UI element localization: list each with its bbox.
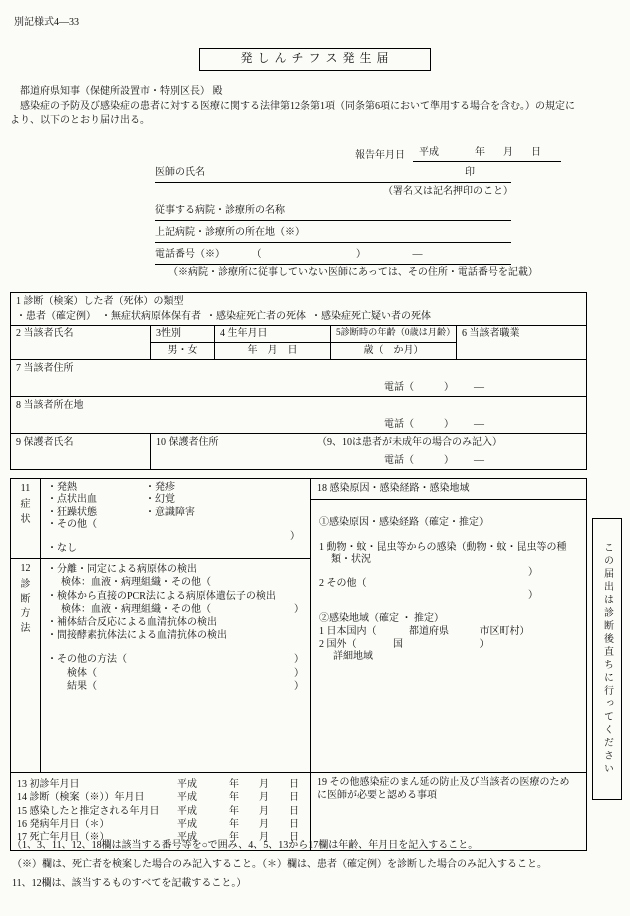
symptoms-list [47, 482, 304, 531]
report-date-row [355, 146, 561, 162]
close-paren: ） [294, 680, 304, 692]
infection-section-title: 18 感染原因・感染経路・感染地域 [311, 479, 586, 500]
method-line: ・間接酵素抗体法による血清抗体の検出 [47, 630, 227, 642]
age-format-cell: 歳（ か月） [331, 343, 457, 360]
symptom-item: ・幻覚 [145, 494, 175, 506]
month-label: 月 [503, 147, 513, 158]
day-label: 日 [531, 147, 541, 158]
doctor-name-row [155, 166, 511, 183]
method-line: ・検体から直接のPCR法による病原体遺伝子の検出 [47, 590, 276, 602]
report-date-label: 報告年月日 [355, 150, 405, 161]
diagnosis-table [10, 478, 587, 851]
symptoms-section-label [11, 479, 41, 559]
guardian-address-cell [151, 434, 587, 470]
report-date-blank-line [413, 146, 561, 162]
era-label: 平成 [177, 792, 197, 804]
footer-note-line: （1、3、11、12、18欄は該当する番号等を○で囲み、4、5、13から17欄は年齢、年月日を記入すること。 [12, 840, 479, 851]
symptom-item: ・意識障害 [145, 506, 195, 518]
seal-mark: 印 [465, 167, 475, 178]
symptom-item: ・その他（ [47, 518, 97, 530]
symptoms-row [11, 479, 587, 559]
footer-note-line: （※）欄は、死亡者を検案した場合のみ記入すること。（＊）欄は、患者（確定例）を診断した場合のみ記入すること。 [12, 859, 547, 870]
guardian-address-label: 10 保護者住所 [156, 437, 219, 448]
method-text: 検体：血液・病理組織・その他（ [61, 603, 211, 615]
symptom-item: ・狂躁状態 [47, 506, 97, 518]
type-cell [11, 293, 587, 326]
method-line: 検体：血液・病理組織・その他（ [61, 577, 211, 589]
job-cell: 6 当該者職業 [457, 326, 587, 360]
form-code: 別記様式4—33 [14, 17, 79, 28]
close-paren: ） [294, 654, 304, 666]
close-paren: ） [294, 667, 304, 679]
date-label: 16 発病年月日（＊） [17, 818, 110, 830]
infection-section-cell [311, 479, 587, 773]
date-label: 14 診断（検案（※））年月日 [17, 792, 145, 804]
phone-paren-open: （ [251, 249, 262, 260]
footer-note-line: 11、12欄は、該当するものすべてを記載すること。） [12, 878, 247, 889]
infection-abroad-line [319, 639, 578, 652]
method-line [47, 603, 304, 616]
phone-label: 電話番号（※） [155, 249, 225, 260]
location-cell [11, 397, 587, 434]
month-label: 月 [259, 792, 269, 804]
city-label: 市区町村） [479, 625, 530, 637]
detail-area-label: 詳細地域 [333, 651, 373, 663]
infection-item1-line2: 類・状況 [331, 554, 371, 566]
day-label: 日 [289, 779, 299, 791]
address-label: 7 当該者住所 [16, 363, 74, 374]
era-label: 平成 [177, 779, 197, 791]
sex-options-cell: 男・女 [151, 343, 215, 360]
address-phone: 電話（ ） — [384, 382, 484, 393]
date-label: 15 感染したと推定される年月日 [17, 805, 160, 817]
guardian-phone: 電話（ ） — [384, 455, 484, 466]
close-paren: ） [479, 638, 490, 650]
era-label: 平成 [419, 147, 439, 158]
year-label: 年 [229, 818, 239, 830]
phone-paren-close: ） [356, 249, 366, 260]
guardian-address-line [156, 436, 581, 449]
type-options: ・患者（確定例） ・無症状病原体保有者 ・感染症死亡者の死体 ・感染症死亡疑い者の死体 [16, 311, 431, 322]
method-text: 検体（ [67, 667, 97, 679]
infection-domestic-line [319, 626, 578, 639]
close-paren: ） [528, 566, 538, 578]
form-title-box [199, 48, 431, 71]
month-label: 月 [259, 779, 269, 791]
birth-label-cell: 4 生年月日 [215, 326, 331, 343]
addressee-line: 都道府県知事（保健所設置市・特別区長） 殿 [20, 86, 223, 97]
country-label: 国 [393, 638, 403, 650]
guardian-name-cell: 9 保護者氏名 [11, 434, 151, 470]
era-label: 平成 [177, 818, 197, 830]
method-line: ・分離・同定による病原体の検出 [47, 564, 197, 576]
symptom-item: ・点状出血 [47, 494, 97, 506]
location-phone: 電話（ ） — [384, 419, 484, 430]
location-label: 8 当該者所在地 [16, 400, 84, 411]
address-cell [11, 360, 587, 397]
methods-cell [41, 559, 311, 773]
symptom-item: ・なし [47, 543, 77, 555]
year-label: 年 [229, 832, 239, 843]
phone-number-row [155, 248, 511, 265]
date-label: 13 初診年月日 [17, 779, 80, 791]
footer-notes [12, 836, 616, 893]
method-line [47, 680, 304, 693]
diagnosis-table-wrap [10, 478, 586, 851]
phone-dash: — [412, 249, 423, 260]
day-label: 日 [289, 792, 299, 804]
year-label: 年 [475, 147, 485, 158]
patient-info-table [10, 292, 587, 470]
day-label: 日 [289, 832, 299, 843]
method-text: ・その他の方法（ [47, 654, 127, 666]
symptom-item: ・発疹 [145, 482, 175, 493]
symptom-item: ・発熱 [47, 482, 77, 493]
methods-number: 12 [20, 563, 31, 575]
methods-section-label [11, 559, 41, 773]
location-row [11, 397, 587, 434]
doctor-remarks-line1: 19 その他感染症のまん延の防止及び当該者の医療のため [317, 777, 570, 789]
address-row [11, 360, 587, 397]
methods-label: 診断方法 [20, 579, 31, 634]
form-title: 発 し ん チ フ ス 発 生 届 [240, 51, 390, 65]
day-label: 日 [289, 818, 299, 830]
patient-name-cell: 2 当該者氏名 [11, 326, 151, 360]
symptom-item-blank [145, 519, 304, 531]
method-line [47, 653, 304, 666]
type-title: 1 診断（検案）した者（死体）の類型 [16, 296, 184, 307]
doctor-name-blank [205, 166, 465, 179]
year-label: 年 [229, 805, 239, 817]
symptoms-number: 11 [20, 483, 31, 494]
domestic-label: 1 日本国内（ [319, 625, 377, 637]
birth-format-cell: 年 月 日 [215, 343, 331, 360]
symptoms-label: 症状 [20, 499, 31, 525]
month-label: 月 [259, 818, 269, 830]
month-label: 月 [259, 832, 269, 843]
close-paren: ） [528, 590, 538, 602]
doctor-name-label: 医師の氏名 [155, 167, 205, 178]
symptoms-cell [41, 479, 311, 559]
seal-note: （署名又は記名押印のこと） [383, 186, 513, 197]
year-label: 年 [229, 792, 239, 804]
month-label: 月 [259, 805, 269, 817]
method-line: ・補体結合反応による血清抗体の検出 [47, 617, 217, 628]
date-row [13, 805, 308, 818]
date-row [13, 818, 308, 831]
side-note-box [592, 518, 622, 800]
close-paren: ） [294, 603, 304, 615]
side-note-text: この届出は診断後直ちに行ってください [601, 542, 613, 776]
date-row [13, 791, 308, 804]
infection-area-subtitle: ②感染地域（確定 ・ 推定） [319, 613, 444, 625]
type-row [11, 293, 587, 326]
hospital-address-row: 上記病院・診療所の所在地（※） [155, 226, 511, 243]
phone-note: （※病院・診療所に従事していない医師にあっては、その住所・電話番号を記載） [168, 267, 538, 278]
close-paren: ） [290, 531, 300, 543]
method-line [47, 667, 304, 680]
abroad-label: 2 国外（ [319, 638, 357, 650]
infection-cause-subtitle: ①感染原因・感染経路（確定・推定） [319, 517, 489, 528]
prefecture-label: 都道府県 [409, 625, 449, 637]
day-label: 日 [289, 805, 299, 817]
hospital-name-row: 従事する病院・診療所の名称 [155, 204, 511, 221]
year-label: 年 [229, 779, 239, 791]
doctor-remarks-line2: に医師が必要と認める事項 [317, 790, 437, 802]
patient-info-table-wrap [10, 292, 586, 470]
infection-item1-line1: 1 動物・蚊・昆虫等からの感染（動物・蚊・昆虫等の種 [319, 541, 567, 553]
era-label: 平成 [177, 832, 197, 843]
era-label: 平成 [177, 805, 197, 817]
infection-item2: 2 その他（ [319, 577, 367, 589]
intro-line1: 感染症の予防及び感染症の患者に対する医療に関する法律第12条第1項（同条第6項において準用する場合を含む。）の規定に [20, 101, 575, 112]
guardian-note: （9、10は患者が未成年の場合のみ記入） [317, 437, 502, 448]
method-text: 結果（ [67, 680, 97, 692]
guardian-row [11, 434, 587, 470]
identity-row [11, 326, 587, 343]
infection-section-body [311, 500, 586, 669]
date-row [13, 778, 308, 791]
intro-line2: より、以下のとおり届け出る。 [10, 115, 150, 126]
date-label: 17 死亡年月日（※） [17, 832, 110, 843]
sex-label-cell: 3性別 [151, 326, 215, 343]
age-label-cell: 5診断時の年齢（0歳は月齢） [331, 326, 457, 343]
